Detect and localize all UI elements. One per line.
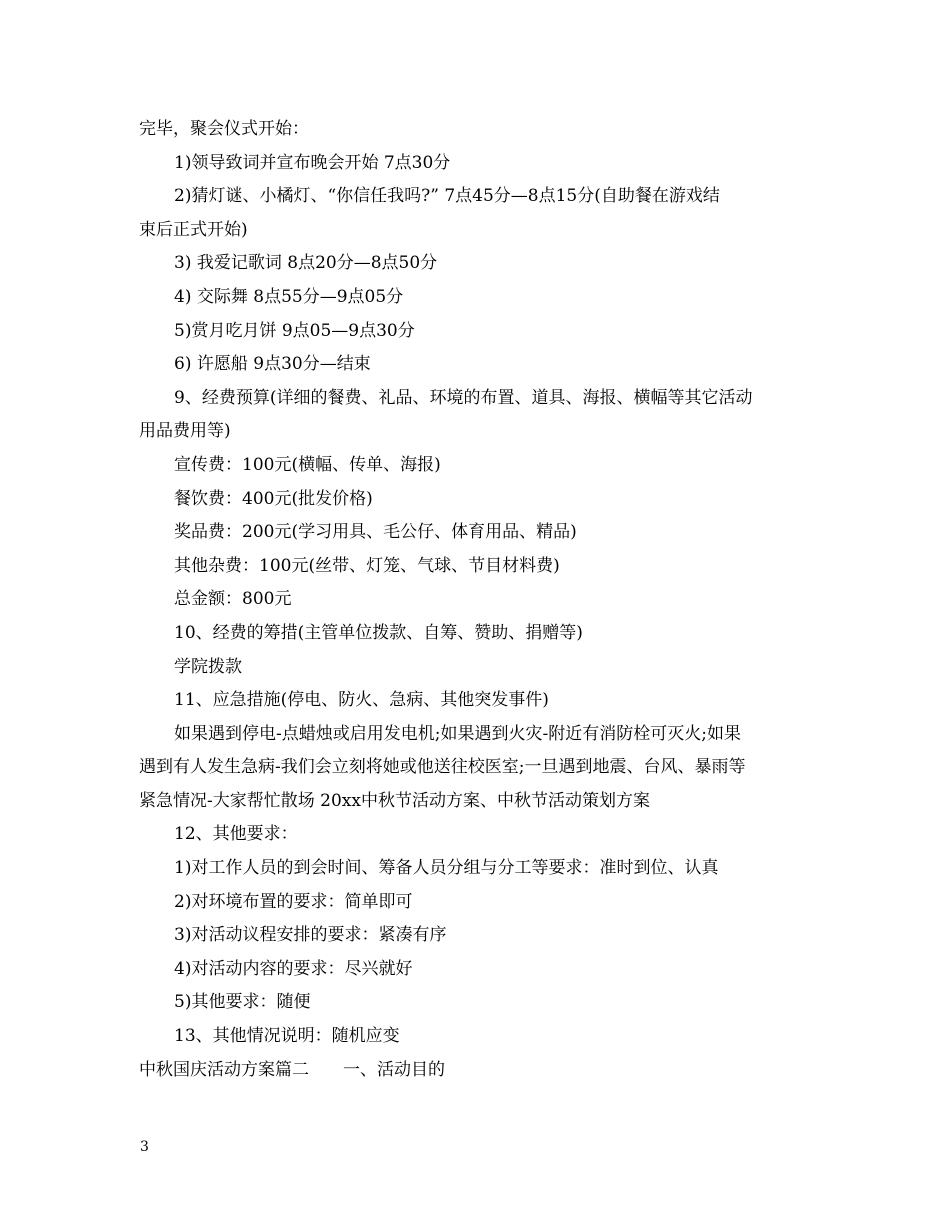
text-line: 束后正式开始)	[139, 219, 248, 240]
text-line: 5)赏月吃月饼 9点05—9点30分	[174, 320, 415, 341]
text-line: 4)对活动内容的要求：尽兴就好	[174, 958, 413, 979]
page-number: 3	[140, 1139, 149, 1155]
text-line: 2)猜灯谜、小橘灯、“你信任我吗?” 7点45分—8点15分(自助餐在游戏结	[174, 186, 720, 207]
text-line: 紧急情况-大家帮忙散场 20xx中秋节活动方案、中秋节活动策划方案	[139, 790, 650, 811]
text-line: 如果遇到停电-点蜡烛或启用发电机;如果遇到火灾-附近有消防栓可灭火;如果	[174, 723, 741, 744]
text-line: 遇到有人发生急病-我们会立刻将她或他送往校医室;一旦遇到地震、台风、暴雨等	[139, 757, 746, 778]
text-line: 1)对工作人员的到会时间、筹备人员分组与分工等要求：准时到位、认真	[174, 858, 719, 879]
text-line: 其他杂费：100元(丝带、灯笼、气球、节目材料费)	[174, 555, 560, 576]
text-line: 3) 我爱记歌词 8点20分—8点50分	[174, 253, 438, 274]
text-line: 用品费用等)	[139, 421, 231, 442]
text-line: 9、经费预算(详细的餐费、礼品、环境的布置、道具、海报、横幅等其它活动	[174, 387, 753, 408]
text-line: 3)对活动议程安排的要求：紧凑有序	[174, 925, 447, 946]
text-line: 13、其他情况说明：随机应变	[174, 1026, 400, 1047]
text-line: 总金额：800元	[174, 589, 292, 610]
text-line: 奖品费：200元(学习用具、毛公仔、体育用品、精品)	[174, 522, 577, 543]
text-line: 完毕，聚会仪式开始：	[139, 119, 309, 139]
text-line: 12、其他要求：	[174, 824, 298, 845]
text-line: 餐饮费：400元(批发价格)	[174, 488, 373, 509]
text-line: 11、应急措施(停电、防火、急病、其他突发事件)	[174, 690, 549, 711]
text-line: 中秋国庆活动方案篇二 一、活动目的	[139, 1059, 445, 1080]
text-line: 5)其他要求：随便	[174, 992, 311, 1013]
text-line: 2)对环境布置的要求：简单即可	[174, 891, 413, 912]
text-line: 1)领导致词并宣布晚会开始 7点30分	[174, 152, 451, 173]
text-line: 6) 许愿船 9点30分—结束	[174, 354, 371, 375]
text-line: 宣传费：100元(横幅、传单、海报)	[174, 454, 441, 475]
text-line: 4) 交际舞 8点55分—9点05分	[174, 286, 404, 307]
text-line: 10、经费的筹措(主管单位拨款、自筹、赞助、捐赠等)	[174, 622, 583, 643]
document-body	[139, 113, 819, 1087]
text-line: 学院拨款	[174, 656, 242, 677]
